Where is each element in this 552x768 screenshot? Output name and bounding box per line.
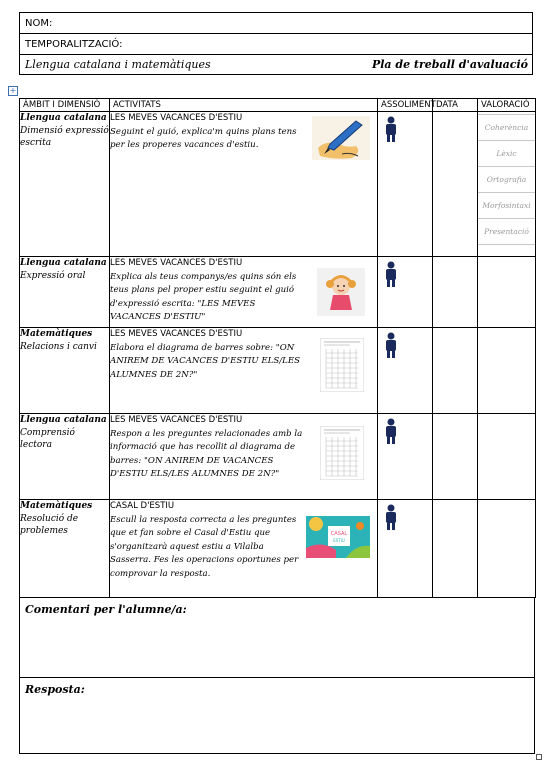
assessment-cell[interactable] — [378, 112, 433, 257]
area-title: Llengua catalana — [20, 415, 107, 425]
name-label: NOM: — [25, 17, 53, 29]
area-title: Llengua catalana — [20, 113, 107, 123]
temporalization-label: TEMPORALITZACIÓ: — [25, 38, 123, 50]
area-subtitle: Relacions i canvi — [20, 341, 97, 352]
table-row — [20, 500, 536, 598]
subject-label: Llengua catalana i matemàtiques — [25, 58, 211, 71]
plan-title: Pla de treball d'avaluació — [371, 58, 528, 71]
header-valuation: VALORACIÓ — [478, 99, 536, 112]
date-cell[interactable] — [433, 500, 478, 598]
activity-description: Elabora el diagrama de barres sobre: "ON ANIREM DE VACANCES D'ESTIU ELS/LES ALUMNES DE 2N?" — [110, 342, 301, 380]
activity-cell — [110, 414, 378, 500]
person-icon — [385, 261, 397, 287]
date-cell[interactable] — [433, 328, 478, 414]
header-area: ÀMBIT I DIMENSIÓ — [20, 99, 110, 112]
svg-text:CASAL: CASAL — [330, 531, 348, 537]
area-subtitle: Dimensió expressió escrita — [20, 125, 109, 148]
person-icon — [385, 116, 397, 142]
area-subtitle: Expressió oral — [20, 270, 86, 281]
activity-title: LES MEVES VACANCES D'ESTIU — [110, 113, 243, 123]
header-assessment: ASSOLIMENT — [378, 99, 433, 112]
table-row — [20, 328, 536, 414]
header-date: DATA — [433, 99, 478, 112]
area-cell — [20, 328, 110, 414]
date-cell[interactable] — [433, 112, 478, 257]
area-cell — [20, 414, 110, 500]
activity-title: LES MEVES VACANCES D'ESTIU — [110, 415, 243, 425]
pen-hand-icon — [312, 116, 370, 160]
area-cell — [20, 500, 110, 598]
table-row — [20, 112, 536, 257]
activity-cell — [110, 257, 378, 328]
activity-description: Escull la resposta correcta a les preguntes que et fan sobre el Casal d'Estiu que s'organitzarà aquest estiu a Vilalba Sasserra. Fes les operacions oportunes per comprovar la resposta. — [110, 514, 299, 579]
valuation-item[interactable]: Presentació — [478, 219, 535, 245]
activity-description: Seguint el guió, explica'm quins plans tens per les properes vacances d'estiu. — [110, 126, 297, 151]
valuation-item[interactable]: Lèxic — [478, 141, 535, 167]
assessment-cell[interactable] — [378, 257, 433, 328]
valuation-cell[interactable] — [478, 257, 536, 328]
person-icon — [385, 418, 397, 444]
activity-cell — [110, 112, 378, 257]
valuation-cell[interactable] — [478, 500, 536, 598]
valuation-cell[interactable] — [478, 414, 536, 500]
activity-description: Respon a les preguntes relacionades amb la informació que has recollit al diagrama de barres: "ON ANIREM DE VACANCES D'ESTIU ELS/LES ALUMNES DE 2N?" — [110, 428, 303, 480]
area-title: Llengua catalana — [20, 258, 107, 268]
activity-description: Explica als teus companys/es quins són els teus plans pel proper estiu seguint el guió d'expressió escrita: "LES MEVES VACANCES D'ESTIU" — [110, 271, 297, 323]
activity-cell — [110, 328, 378, 414]
plan-table — [19, 98, 536, 598]
valuation-item[interactable]: Morfosintaxi — [478, 193, 535, 219]
subject-bar — [19, 54, 533, 75]
valuation-item[interactable]: Ortografia — [478, 167, 535, 193]
valuation-item[interactable]: Coherència — [478, 114, 535, 141]
area-subtitle: Resolució de problemes — [20, 513, 79, 536]
date-cell[interactable] — [433, 257, 478, 328]
table-move-icon[interactable]: + — [9, 86, 17, 95]
table-row — [20, 414, 536, 500]
name-field[interactable] — [19, 12, 533, 34]
comment-label: Comentari per l'alumne/a: — [25, 603, 187, 616]
area-title: Matemàtiques — [20, 329, 93, 339]
temporalization-field[interactable] — [19, 33, 533, 55]
valuation-cell[interactable] — [478, 328, 536, 414]
casal-poster-icon — [306, 516, 370, 558]
table-row — [20, 257, 536, 328]
answer-label: Resposta: — [25, 683, 85, 696]
answer-box[interactable] — [19, 677, 535, 754]
activity-title: LES MEVES VACANCES D'ESTIU — [110, 258, 243, 268]
svg-text:ESTIU: ESTIU — [333, 538, 345, 543]
assessment-cell[interactable] — [378, 414, 433, 500]
header-activities: ACTIVITATS — [110, 99, 378, 112]
table-header-row — [20, 99, 536, 112]
person-icon — [385, 504, 397, 530]
assessment-cell[interactable] — [378, 500, 433, 598]
girl-icon — [317, 268, 365, 316]
area-cell — [20, 112, 110, 257]
area-title: Matemàtiques — [20, 501, 93, 511]
comment-box[interactable] — [19, 598, 535, 678]
bar-sheet-icon — [320, 338, 364, 392]
area-cell — [20, 257, 110, 328]
resize-handle[interactable] — [536, 754, 542, 760]
activity-cell — [110, 500, 378, 598]
assessment-cell[interactable] — [378, 328, 433, 414]
activity-title: LES MEVES VACANCES D'ESTIU — [110, 329, 243, 339]
activity-title: CASAL D'ESTIU — [110, 501, 175, 511]
valuation-cell — [478, 112, 536, 257]
date-cell[interactable] — [433, 414, 478, 500]
bar-sheet-icon — [320, 426, 364, 480]
person-icon — [385, 332, 397, 358]
area-subtitle: Comprensió lectora — [20, 427, 75, 450]
